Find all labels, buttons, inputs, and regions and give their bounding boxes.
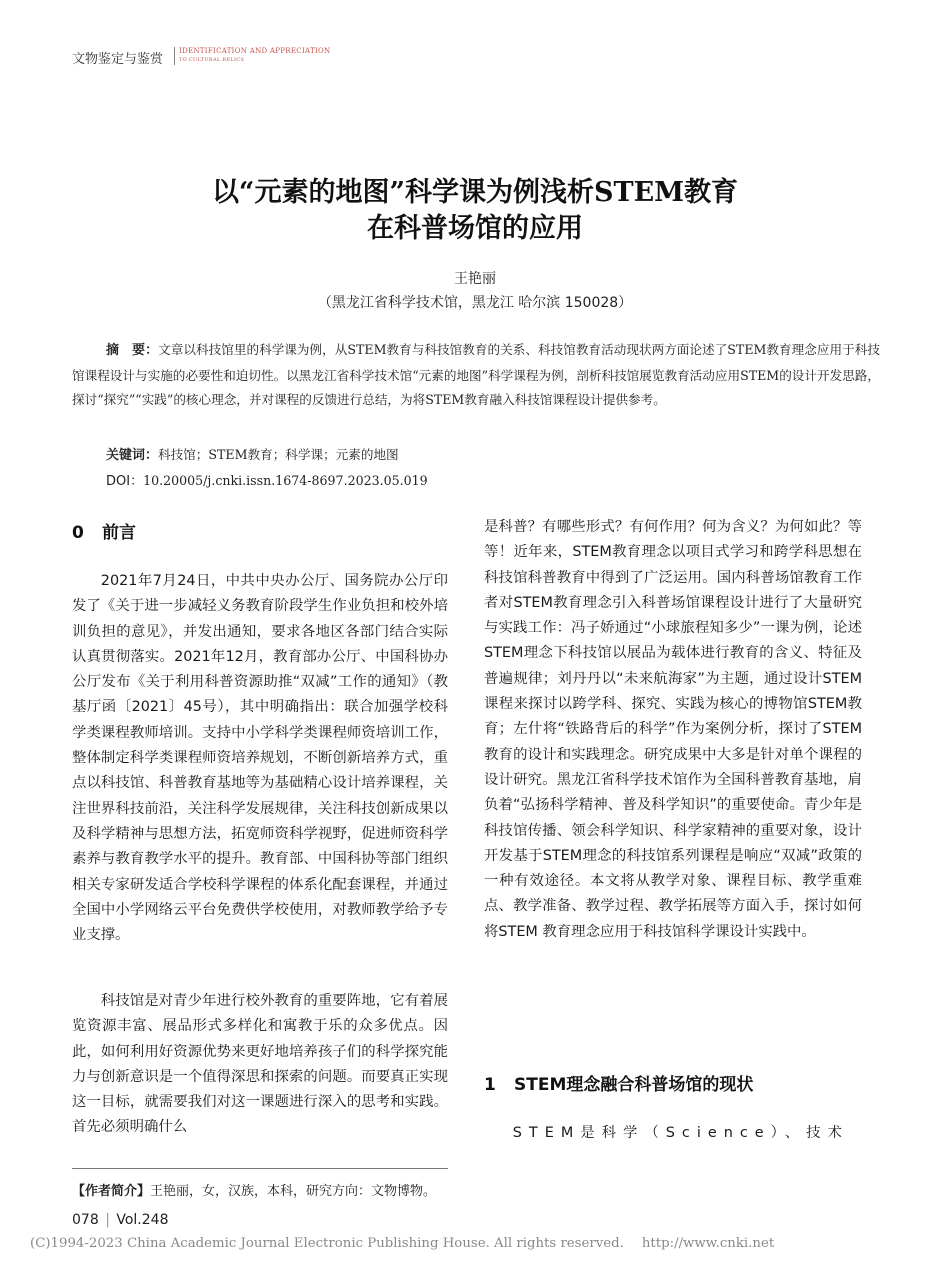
author-name: 王艳丽: [454, 271, 496, 287]
doi: [106, 470, 428, 489]
body-paragraph: 是科普？有哪些形式？有何作用？何为含义？为何如此？等等！近年来，STEM教育理念以项目式学习和跨学科思想在科技馆科普教育中得到了广泛运用。国内科普场馆教育工作者对STEM教育理念引入科普场馆课程设计进行了大量研究与实践工作：冯子娇通过“小球旅程知多少”一课为例，论述STEM理念下科技馆以展品为载体进行教育的含义、特征及普遍规律；刘丹丹以“未来航海家”为主题，通过设计STEM课程来探讨以跨学科、探究、实践为核心的博物馆STEM教育；左什将“铁路背后的科学”作为案例分析，探讨了STEM教育的设计和实践理念。研究成果中大多是针对单个课程的设计研究。黑龙江省科学技术馆作为全国科普教育基地，肩负着“弘扬科学精神、普及科学知识”的重要使命。青少年是科技馆传播、领会科学知识、科学家精神的重要对象，设计开发基于STEM理念的科技馆系列课程是响应“双减”政策的一种有效途径。本文将从教学对象、课程目标、教学重难点、教学准备、教学过程、教学拓展等方面入手，探讨如何将STEM 教育理念应用于科技馆科学课设计实践中。: [484, 519, 862, 940]
page-num: 078: [72, 1212, 99, 1228]
paper-title-line2: 在科普场馆的应用: [367, 213, 583, 244]
body-paragraph: 2021年7月24日，中共中央办公厅、国务院办公厅印发了《关于进一步减轻义务教育阶段学生作业负担和校外培训负担的意见》，并发出通知，要求各地区各部门结合实际认真贯彻落实。2021年12月，教育部办公厅、中国科协办公厅发布《关于利用科普资源助推“双减”工作的通知》（教基厅函〔2021〕45号），其中明确指出：联合加强学校科学类课程教师培训。支持中小学科学类课程师资培训工作，整体制定科学类课程师资培养规划，不断创新培养方式，重点以科技馆、科普教育基地等为基础精心设计培养课程，关注世界科技前沿，关注科学发展规律，关注科技创新成果以及科学精神与思想方法，拓宽师资科学视野，促进师资科学素养与教育教学水平的提升。教育部、中国科协等部门组织相关专家研发适合学校科学课程的体系化配套课程，并通过全国中小学网络云平台免费供学校使用，对教师教学给予专业支撑。: [72, 573, 448, 944]
copyright-line: [30, 1236, 774, 1251]
author-bio-footnote: [72, 1180, 436, 1199]
section-heading-0: [72, 518, 136, 543]
section-title: STEM理念融合科普场馆的现状: [514, 1075, 754, 1095]
keywords: [106, 444, 399, 463]
doi-label: DOI：: [106, 474, 144, 489]
section-number: 1: [484, 1075, 496, 1095]
abstract: [72, 338, 880, 413]
keywords-label: 关键词：: [106, 448, 159, 463]
body-paragraph: STEM是科学（Science）、技术: [512, 1125, 849, 1141]
journal-name-en-line1: IDENTIFICATION AND APPRECIATION: [179, 47, 331, 55]
footnote-divider: [72, 1168, 448, 1169]
volume: Vol.248: [116, 1212, 169, 1228]
journal-name-en-line2: TO CULTURAL RELICS: [179, 57, 245, 63]
author-affiliation: （黑龙江省科学技术馆，黑龙江 哈尔滨 150028）: [317, 295, 633, 311]
body-paragraph: 科技馆是对青少年进行校外教育的重要阵地，它有着展览资源丰富、展品形式多样化和寓教于乐的众多优点。因此，如何利用好资源优势来更好地培养孩子们的科学探究能力与创新意识是一个值得深思和探索的问题。而要真正实现这一目标，就需要我们对这一课题进行深入的思考和实践。首先必须明确什么: [72, 993, 448, 1136]
copyright-url[interactable]: http://www.cnki.net: [641, 1236, 775, 1251]
section-title: 前言: [102, 523, 136, 543]
footnote-label: 【作者简介】: [72, 1184, 151, 1199]
doi-text: 10.20005/j.cnki.issn.1674-8697.2023.05.019: [143, 473, 428, 488]
copyright-text: (C)1994-2023 China Academic Journal Electronic Publishing House. All rights reserved.: [30, 1236, 624, 1251]
page-separator: |: [105, 1212, 110, 1228]
abstract-text: 文章以科技馆里的科学课为例，从STEM教育与科技馆教育的关系、科技馆教育活动现状两方面论述了STEM教育理念应用于科技馆课程设计与实施的必要性和迫切性。以黑龙江省科学技术馆“元素的地图”科学课程为例，剖析科技馆展览教育活动应用STEM的设计开发思路，探讨“探究”“实践”的核心理念，并对课程的反馈进行总结，为将STEM教育融入科技馆课程设计提供参考。: [72, 342, 880, 407]
journal-name-cn: 文物鉴定与鉴赏: [72, 52, 164, 67]
page-number: [72, 1212, 168, 1228]
keywords-text: 科技馆；STEM教育；科学课；元素的地图: [158, 447, 399, 462]
section-heading-1: [484, 1070, 753, 1095]
abstract-label: 摘 要：: [106, 343, 159, 358]
header-divider: [174, 47, 175, 65]
footnote-text: 王艳丽，女，汉族，本科，研究方向：文物博物。: [150, 1184, 437, 1199]
section-number: 0: [72, 523, 84, 543]
paper-title-line1: 以“元素的地图”科学课为例浅析STEM教育: [211, 177, 739, 208]
